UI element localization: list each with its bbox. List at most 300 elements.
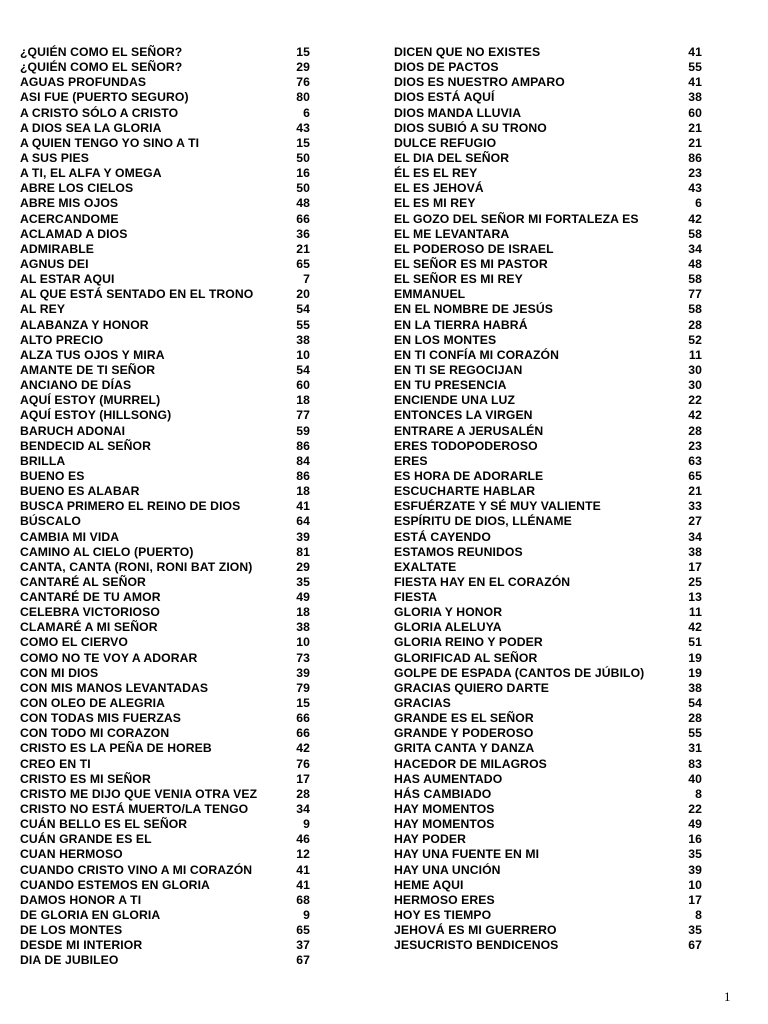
index-entry <box>394 181 702 196</box>
index-entry <box>394 318 702 333</box>
index-entry <box>394 620 702 635</box>
song-title: DIOS ES NUESTRO AMPARO <box>394 75 565 90</box>
index-entry <box>20 832 310 847</box>
song-title: GRANDE ES EL SEÑOR <box>394 711 534 726</box>
song-title: HAY UNA UNCIÓN <box>394 862 501 877</box>
song-title: EN TI CONFÍA MI CORAZÓN <box>394 347 560 362</box>
song-title: ESTÁ CAYENDO <box>394 529 491 544</box>
song-title: ASI FUE (PUERTO SEGURO) <box>20 90 189 105</box>
page-ref: 28 <box>688 711 702 726</box>
index-entry <box>20 620 310 635</box>
page-ref: 28 <box>688 317 702 332</box>
index-entry <box>394 378 702 393</box>
index-entry <box>20 590 310 605</box>
index-entry <box>20 741 310 756</box>
song-title: EL ES MI REY <box>394 196 476 211</box>
index-entry <box>394 408 702 423</box>
index-entry <box>20 545 310 560</box>
page-ref: 18 <box>296 484 310 499</box>
page-ref: 43 <box>296 120 310 135</box>
page-ref: 11 <box>688 347 702 362</box>
song-title: CANTA, CANTA (RONI, RONI BAT ZION) <box>20 559 253 574</box>
index-entry <box>20 499 310 514</box>
page-ref: 19 <box>688 665 702 680</box>
song-title: CON MIS MANOS LEVANTADAS <box>20 680 209 695</box>
song-title: GLORIA ALELUYA <box>394 620 502 635</box>
index-entry <box>394 817 702 832</box>
song-title: EL ME LEVANTARA <box>394 226 510 241</box>
index-entry <box>394 484 702 499</box>
index-entry <box>20 484 310 499</box>
song-title: GLORIA REINO Y PODER <box>394 635 543 650</box>
page-ref: 35 <box>688 847 702 862</box>
index-entry <box>20 560 310 575</box>
index-entry <box>394 696 702 711</box>
page-ref: 29 <box>296 559 310 574</box>
page-ref: 42 <box>688 211 702 226</box>
page-ref: 35 <box>296 574 310 589</box>
page-ref: 41 <box>296 877 310 892</box>
page-ref: 6 <box>695 196 702 211</box>
page-ref: 58 <box>688 272 702 287</box>
index-entry <box>20 136 310 151</box>
page-ref: 66 <box>296 211 310 226</box>
song-title: HAY UNA FUENTE EN MI <box>394 847 540 862</box>
page-ref: 29 <box>296 60 310 75</box>
index-entry <box>20 90 310 105</box>
index-entry <box>394 75 702 90</box>
page-ref: 76 <box>296 75 310 90</box>
index-entry <box>20 711 310 726</box>
song-title: ESFUÉRZATE Y SÉ MUY VALIENTE <box>394 499 601 514</box>
song-title: CUÁN BELLO ES EL SEÑOR <box>20 817 188 832</box>
page-ref: 10 <box>688 877 702 892</box>
song-title: BENDECID AL SEÑOR <box>20 438 152 453</box>
song-title: FIESTA <box>394 590 438 605</box>
song-title: GRANDE Y PODEROSO <box>394 726 534 741</box>
song-title: A SUS PIES <box>20 150 89 165</box>
index-entry <box>394 787 702 802</box>
page-ref: 50 <box>296 181 310 196</box>
page-ref: 22 <box>688 802 702 817</box>
song-title: ABRE LOS CIELOS <box>20 181 134 196</box>
index-entry <box>394 908 702 923</box>
index-entry <box>394 590 702 605</box>
song-title: ABRE MIS OJOS <box>20 196 119 211</box>
index-entry <box>20 151 310 166</box>
index-entry <box>394 106 702 121</box>
page-ref: 46 <box>296 832 310 847</box>
page-ref: 21 <box>296 241 310 256</box>
song-title: EL ES JEHOVÁ <box>394 181 484 196</box>
page-ref: 38 <box>688 90 702 105</box>
page-ref: 67 <box>688 938 702 953</box>
index-entry <box>394 151 702 166</box>
index-entry <box>20 393 310 408</box>
song-title: CAMINO AL CIELO (PUERTO) <box>20 544 194 559</box>
page-ref: 7 <box>303 272 310 287</box>
page-ref: 21 <box>688 120 702 135</box>
song-title: JEHOVÁ ES MI GUERRERO <box>394 923 557 938</box>
index-entry <box>20 908 310 923</box>
index-entry <box>20 772 310 787</box>
page-ref: 33 <box>688 499 702 514</box>
song-title: EMMANUEL <box>394 287 466 302</box>
page-ref: 73 <box>296 650 310 665</box>
page-ref: 16 <box>688 832 702 847</box>
song-title: CRISTO NO ESTÁ MUERTO/LA TENGO <box>20 802 249 817</box>
page-ref: 30 <box>688 362 702 377</box>
song-title: BRILLA <box>20 453 66 468</box>
page-ref: 28 <box>688 423 702 438</box>
song-title: FIESTA HAY EN EL CORAZÓN <box>394 574 571 589</box>
song-title: DIOS SUBIÓ A SU TRONO <box>394 120 547 135</box>
song-title: ¿QUIÉN COMO EL SEÑOR? <box>20 60 183 75</box>
index-entry <box>394 242 702 257</box>
page-ref: 27 <box>688 514 702 529</box>
page-ref: 77 <box>688 287 702 302</box>
page-ref: 30 <box>688 378 702 393</box>
page-ref: 39 <box>296 665 310 680</box>
page-ref: 60 <box>688 105 702 120</box>
index-entry <box>394 863 702 878</box>
song-title: ALZA TUS OJOS Y MIRA <box>20 347 165 362</box>
page-ref: 38 <box>688 680 702 695</box>
page-ref: 35 <box>688 923 702 938</box>
song-title: A QUIEN TENGO YO SINO A TI <box>20 135 200 150</box>
index-entry <box>394 635 702 650</box>
page-ref: 58 <box>688 226 702 241</box>
page-ref: 54 <box>688 696 702 711</box>
song-title: HÁS CAMBIADO <box>394 786 492 801</box>
page-ref: 79 <box>296 680 310 695</box>
page-ref: 11 <box>688 605 702 620</box>
page-ref: 15 <box>296 696 310 711</box>
song-title: GLORIA Y HONOR <box>394 605 503 620</box>
page-ref: 60 <box>296 378 310 393</box>
page-ref: 21 <box>688 135 702 150</box>
song-title: A TI, EL ALFA Y OMEGA <box>20 166 162 181</box>
index-entry <box>20 696 310 711</box>
index-entry <box>394 272 702 287</box>
page-ref: 55 <box>296 317 310 332</box>
index-entry <box>20 121 310 136</box>
page-ref: 38 <box>688 544 702 559</box>
index-entry <box>394 711 702 726</box>
page-ref: 28 <box>296 786 310 801</box>
song-title: DE LOS MONTES <box>20 923 123 938</box>
index-entry <box>394 893 702 908</box>
index-entry <box>394 166 702 181</box>
page-ref: 6 <box>303 105 310 120</box>
index-entry <box>20 953 310 968</box>
song-title: DAMOS HONOR A TI <box>20 892 142 907</box>
index-entry <box>20 318 310 333</box>
song-title: AL QUE ESTÁ SENTADO EN EL TRONO <box>20 287 254 302</box>
index-entry <box>20 227 310 242</box>
page-ref: 40 <box>688 771 702 786</box>
page-ref: 83 <box>688 756 702 771</box>
page-ref: 42 <box>688 408 702 423</box>
page-ref: 68 <box>296 892 310 907</box>
page-ref: 9 <box>303 817 310 832</box>
index-entry <box>394 363 702 378</box>
index-entry <box>20 363 310 378</box>
index-entry <box>394 212 702 227</box>
index-entry <box>394 60 702 75</box>
page-ref: 34 <box>688 241 702 256</box>
page-ref: 42 <box>688 620 702 635</box>
song-title: ESTAMOS REUNIDOS <box>394 544 523 559</box>
page-ref: 50 <box>296 150 310 165</box>
index-entry <box>20 60 310 75</box>
song-title: CON TODO MI CORAZON <box>20 726 170 741</box>
song-title: DIOS DE PACTOS <box>394 60 499 75</box>
song-title: CUÁN GRANDE ES EL <box>20 832 152 847</box>
index-entry <box>20 469 310 484</box>
index-entry <box>20 242 310 257</box>
index-entry <box>20 666 310 681</box>
song-title: EL SEÑOR ES MI REY <box>394 272 523 287</box>
index-entry <box>394 878 702 893</box>
index-entry <box>394 741 702 756</box>
index-entry <box>394 333 702 348</box>
song-title: ERES TODOPODEROSO <box>394 438 538 453</box>
page-ref: 67 <box>296 953 310 968</box>
song-title: ACERCANDOME <box>20 211 119 226</box>
index-entry <box>20 166 310 181</box>
song-title: CON TODAS MIS FUERZAS <box>20 711 181 726</box>
song-title: HERMOSO ERES <box>394 892 495 907</box>
index-entry <box>394 424 702 439</box>
index-entry <box>20 181 310 196</box>
page-ref: 42 <box>296 741 310 756</box>
index-entry <box>394 802 702 817</box>
song-title: CUANDO CRISTO VINO A MI CORAZÓN <box>20 862 253 877</box>
page-ref: 84 <box>296 453 310 468</box>
song-title: AMANTE DE TI SEÑOR <box>20 362 156 377</box>
song-title: HOY ES TIEMPO <box>394 908 492 923</box>
page-ref: 43 <box>688 181 702 196</box>
index-entry <box>20 605 310 620</box>
index-entry <box>394 726 702 741</box>
page-ref: 64 <box>296 514 310 529</box>
song-title: AGNUS DEI <box>20 256 89 271</box>
index-entry <box>20 757 310 772</box>
song-title: BUSCA PRIMERO EL REINO DE DIOS <box>20 499 241 514</box>
page-ref: 10 <box>296 347 310 362</box>
song-title: AQUÍ ESTOY (MURREL) <box>20 393 161 408</box>
page-ref: 41 <box>296 499 310 514</box>
page-ref: 86 <box>296 438 310 453</box>
song-title: HAY PODER <box>394 832 467 847</box>
song-title: GRACIAS <box>394 696 451 711</box>
index-entry <box>394 454 702 469</box>
page-ref: 8 <box>695 908 702 923</box>
page-ref: 80 <box>296 90 310 105</box>
index-entry <box>20 196 310 211</box>
song-title: HACEDOR DE MILAGROS <box>394 756 547 771</box>
song-title: AL ESTAR AQUI <box>20 272 115 287</box>
page-ref: 51 <box>688 635 702 650</box>
song-title: ESCUCHARTE HABLAR <box>394 484 536 499</box>
index-entry <box>20 348 310 363</box>
song-title: ADMIRABLE <box>20 241 95 256</box>
page-ref: 66 <box>296 711 310 726</box>
song-title: CREO EN TI <box>20 756 91 771</box>
song-title: CANTARÉ AL SEÑOR <box>20 574 146 589</box>
song-title: CELEBRA VICTORIOSO <box>20 605 160 620</box>
song-title: CLAMARÉ A MI SEÑOR <box>20 620 158 635</box>
index-entry <box>20 75 310 90</box>
page-ref: 16 <box>296 166 310 181</box>
index-entry <box>20 847 310 862</box>
song-title: BUENO ES ALABAR <box>20 484 140 499</box>
index-entry <box>394 605 702 620</box>
song-title: HAY MOMENTOS <box>394 817 495 832</box>
song-title: DESDE MI INTERIOR <box>20 938 143 953</box>
page-ref: 58 <box>688 302 702 317</box>
page-ref: 13 <box>688 590 702 605</box>
song-title: CRISTO ES MI SEÑOR <box>20 771 151 786</box>
page-ref: 86 <box>688 150 702 165</box>
page-ref: 34 <box>688 529 702 544</box>
index-entry <box>20 287 310 302</box>
index-entry <box>394 90 702 105</box>
song-title: EXALTATE <box>394 559 457 574</box>
index-entry <box>20 681 310 696</box>
page-ref: 18 <box>296 393 310 408</box>
song-title: CUANDO ESTEMOS EN GLORIA <box>20 877 210 892</box>
song-title: EL PODEROSO DE ISRAEL <box>394 241 554 256</box>
page-ref: 23 <box>688 166 702 181</box>
index-entry <box>394 530 702 545</box>
song-title: HAY MOMENTOS <box>394 802 495 817</box>
page-ref: 65 <box>688 468 702 483</box>
index-entry <box>394 651 702 666</box>
page-ref: 81 <box>296 544 310 559</box>
song-title: ES HORA DE ADORARLE <box>394 468 544 483</box>
page-ref: 63 <box>688 453 702 468</box>
page-ref: 66 <box>296 726 310 741</box>
page-ref: 39 <box>688 862 702 877</box>
page-ref: 48 <box>688 256 702 271</box>
page-ref: 36 <box>296 226 310 241</box>
song-title: ACLAMAD A DIOS <box>20 226 128 241</box>
song-title: COMO NO TE VOY A ADORAR <box>20 650 198 665</box>
index-entry <box>20 923 310 938</box>
song-title: HEME AQUI <box>394 877 464 892</box>
page-number: 1 <box>724 989 731 1004</box>
index-entry <box>20 106 310 121</box>
page-ref: 31 <box>688 741 702 756</box>
song-title: EN TU PRESENCIA <box>394 378 507 393</box>
page-ref: 49 <box>296 590 310 605</box>
index-column-left <box>20 45 310 969</box>
song-title: ESPÍRITU DE DIOS, LLÉNAME <box>394 514 572 529</box>
song-title: CON OLEO DE ALEGRIA <box>20 696 165 711</box>
page-ref: 9 <box>303 908 310 923</box>
index-entry <box>394 393 702 408</box>
song-title: BARUCH ADONAI <box>20 423 126 438</box>
song-title: JESUCRISTO BENDICENOS <box>394 938 559 953</box>
index-entry <box>20 575 310 590</box>
page-ref: 17 <box>296 771 310 786</box>
index-entry <box>394 923 702 938</box>
index-entry <box>20 45 310 60</box>
page-ref: 77 <box>296 408 310 423</box>
song-title: CANTARÉ DE TU AMOR <box>20 590 161 605</box>
index-entry <box>394 287 702 302</box>
page-ref: 65 <box>296 256 310 271</box>
song-title: DIOS ESTÁ AQUÍ <box>394 90 495 105</box>
index-entry <box>394 847 702 862</box>
page-ref: 15 <box>296 45 310 59</box>
song-title: GLORIFICAD AL SEÑOR <box>394 650 538 665</box>
page-ref: 17 <box>688 892 702 907</box>
page-ref: 22 <box>688 393 702 408</box>
song-title: CUAN HERMOSO <box>20 847 123 862</box>
song-title: DIA DE JUBILEO <box>20 953 119 968</box>
index-entry <box>394 938 702 953</box>
song-title: CRISTO ES LA PEÑA DE HOREB <box>20 741 212 756</box>
song-title: EL GOZO DEL SEÑOR MI FORTALEZA ES <box>394 211 639 226</box>
song-title: DIOS MANDA LLUVIA <box>394 105 522 120</box>
index-entry <box>20 530 310 545</box>
song-title: BUENO ES <box>20 468 85 483</box>
index-entry <box>20 651 310 666</box>
page-ref: 39 <box>296 529 310 544</box>
song-title: ¿QUIÉN COMO EL SEÑOR? <box>20 45 183 59</box>
page-ref: 41 <box>688 45 702 59</box>
index-entry <box>20 302 310 317</box>
index-entry <box>394 302 702 317</box>
song-title: HAS AUMENTADO <box>394 771 503 786</box>
song-title: DULCE REFUGIO <box>394 135 497 150</box>
index-entry <box>20 378 310 393</box>
index-entry <box>20 635 310 650</box>
index-entry <box>394 545 702 560</box>
page-ref: 20 <box>296 287 310 302</box>
index-entry <box>20 893 310 908</box>
index-entry <box>394 196 702 211</box>
song-title: GOLPE DE ESPADA (CANTOS DE JÚBILO) <box>394 665 645 680</box>
index-entry <box>394 227 702 242</box>
page-ref: 19 <box>688 650 702 665</box>
song-title: A DIOS SEA LA GLORIA <box>20 120 162 135</box>
song-title: EL SEÑOR ES MI PASTOR <box>394 256 548 271</box>
index-entry <box>20 726 310 741</box>
index-entry <box>394 666 702 681</box>
page-ref: 55 <box>688 60 702 75</box>
index-entry <box>20 333 310 348</box>
index-entry <box>394 469 702 484</box>
song-title: A CRISTO SÓLO A CRISTO <box>20 105 179 120</box>
song-title: DICEN QUE NO EXISTES <box>394 45 541 59</box>
song-title: ENTRARE A JERUSALÉN <box>394 423 544 438</box>
page-ref: 23 <box>688 438 702 453</box>
song-title: ÉL ES EL REY <box>394 166 478 181</box>
page-ref: 54 <box>296 362 310 377</box>
index-entry <box>20 424 310 439</box>
page-ref: 59 <box>296 423 310 438</box>
song-title: ERES <box>394 453 428 468</box>
index-entry <box>20 272 310 287</box>
index-entry <box>394 681 702 696</box>
song-title: DE GLORIA EN GLORIA <box>20 908 161 923</box>
index-entry <box>394 757 702 772</box>
song-title: AQUÍ ESTOY (HILLSONG) <box>20 408 172 423</box>
